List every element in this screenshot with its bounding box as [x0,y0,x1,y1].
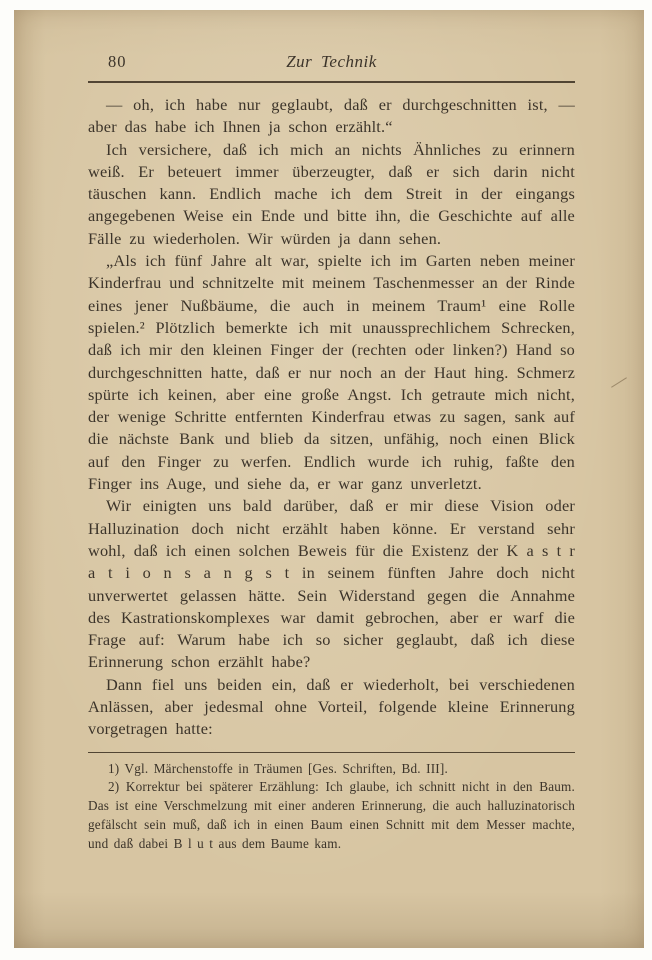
paragraph: Wir einigten uns bald darüber, daß er mir diese Vision oder Halluzination doch nicht erzählt haben könne. Er verstand sehr wohl, daß ich einen solchen Beweis für die Existenz der K a s t r a t i o n s a n g s t in seinem fünften Jahre doch nicht unverwertet gelassen hätte. Sein Widerstand gegen die Annahme des Kastrationskomplexes war damit gebrochen, aber er warf die Frage auf: Warum habe ich so sicher geglaubt, daß ich diese Erinnerung schon erzählt habe? [88,496,575,672]
footnote-rule [88,752,575,753]
page-content [88,10,575,854]
running-title: Zur Technik [286,52,377,71]
paragraph: — oh, ich habe nur geglaubt, daß er durchgeschnitten ist, — aber das habe ich Ihnen ja schon erzählt.“ [88,95,575,137]
footnote: 2) Korrektur bei späterer Erzählung: Ich glaube, ich schnitt nicht in den Baum. Das ist eine Verschmelzung mit einer anderen Erinnerung, die auch halluzinatorisch gefälscht sein muß, daß ich in einen Baum einen Schnitt mit dem Messer machte, und daß dabei B l u t aus dem Baume kam. [88,779,575,851]
book-page [14,10,644,948]
body-text [88,94,575,741]
paragraph: Ich versichere, daß ich mich an nichts Ähnliches zu erinnern weiß. Er beteuert immer überzeugter, daß er sich darin nicht täuschen kann. Endlich mache ich dem Streit in der eingangs angegebenen Weise ein Ende und bitte ihn, die Geschichte auf alle Fälle zu wiederholen. Wir würden ja dann sehen. [88,139,575,248]
paragraph: „Als ich fünf Jahre alt war, spielte ich im Garten neben meiner Kinderfrau und schnitzelte mit meinem Taschenmesser an der Rinde eines jener Nußbäume, die auch in meinem Traum¹ eine Rolle spielen.² Plötzlich bemerkte ich mit unaussprechlichem Schrecken, daß ich mir den kleinen Finger der (rechten oder linken?) Hand so durchgeschnitten hatte, daß er nur noch an der Haut hing. Schmerz spürte ich keinen, aber eine große Angst. Ich getraute mich nicht, der wenige Schritte entfernten Kinderfrau etwas zu sagen, sank auf die nächste Bank und blieb da sitzen, unfähig, noch einen Blick auf den Finger zu werfen. Endlich wurde ich ruhig, faßte den Finger ins Auge, und siehe da, er war ganz unverletzt. [88,251,575,494]
footnotes [88,760,575,854]
header-rule [88,81,575,83]
footnote: 1) Vgl. Märchenstoffe in Träumen [Ges. Schriften, Bd. III]. [108,760,448,776]
page-header [88,52,575,74]
page-number: 80 [108,52,127,71]
paragraph: Dann fiel uns beiden ein, daß er wiederholt, bei verschiedenen Anlässen, aber jedesmal ohne Vorteil, folgende kleine Erinnerung vorgetragen hatte: [88,674,575,739]
